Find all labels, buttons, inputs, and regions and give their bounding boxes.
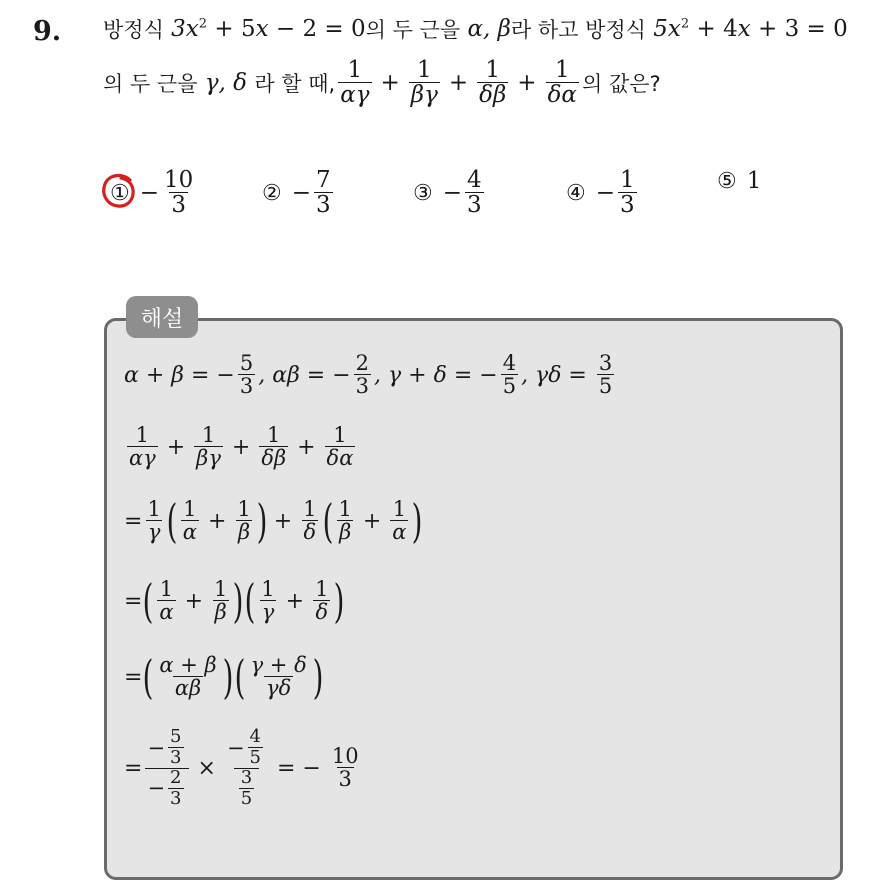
mid-text-3: 라 할 때,: [254, 72, 336, 97]
solution-line-2: $\frac{1}{\alpha\gamma}$ + $\frac{1}{\beta\gamma}$ + $\frac{1}{\delta\beta}$ + $\frac{1}{\delta\alpha}$: [129, 423, 354, 471]
mid-text-2: 라 하고 방정식: [510, 18, 646, 42]
solution-line-5: = ( $\frac{\alpha + \beta}{\alpha\beta}$ ) ( $\frac{\gamma + \delta}{\gamma\delta}$ ): [124, 650, 324, 705]
choice-3[interactable]: ③ − $\frac{4}{3}$: [413, 167, 482, 219]
choice-4[interactable]: ④ − $\frac{1}{3}$: [566, 167, 635, 219]
question-number: 9.: [33, 16, 62, 47]
prefix-text: 방정식: [103, 18, 164, 42]
roots-1: α, β: [467, 16, 511, 42]
term-1: $\frac{1}{\alpha\gamma}$: [340, 57, 370, 109]
choice-1[interactable]: ① − $\frac{10}{3}$: [110, 167, 194, 219]
solution-tag: 해설: [126, 296, 198, 338]
solution-line-1: α + β = − $\frac{5}{3}$ , αβ = − $\frac{2}{3}$ , γ + δ = − $\frac{4}{5}$ , γδ = $\frac{3}{5}$: [124, 351, 613, 399]
question-line-2: 의 두 근을 γ, δ 라 할 때, $\frac{1}{\alpha\gamma}$ + $\frac{1}{\beta\gamma}$ + $\frac{1}{\delta\beta}$ + $\frac{1}{\delta\alpha}$ 의 값은?: [103, 57, 661, 109]
solution-line-4: = ( $\frac{1}{\alpha}$ + $\frac{1}{\beta}$ ) ( $\frac{1}{\gamma}$ + $\frac{1}{\delta}$ ): [124, 574, 345, 629]
solution-line-6: = − $\frac{5}{3}$ − $\frac{2}{3}$ × − $\frac{4}{5}$ $\frac{3}{5}$ = − $\frac{10}{3}$: [124, 726, 359, 809]
choice-2[interactable]: ② − $\frac{7}{3}$: [262, 167, 331, 219]
solution-line-3: = $\frac{1}{\gamma}$ ( $\frac{1}{\alpha}$ + $\frac{1}{\beta}$ ) + $\frac{1}{\delta}$ ( $\frac{1}{\beta}$ + $\frac{1}{\alpha}$ ): [124, 494, 423, 549]
term-2: $\frac{1}{\beta\gamma}$: [410, 57, 438, 109]
term-3: $\frac{1}{\delta\beta}$: [479, 57, 507, 109]
suffix-text: 의 값은?: [581, 72, 661, 97]
roots-2: γ, δ: [204, 70, 248, 97]
equation-1: $3x^2 + 5x - 2 = 0$: [171, 16, 366, 42]
choice-5[interactable]: ⑤ 1: [717, 168, 762, 194]
equation-2: $5x^2 + 4x + 3 = 0$: [653, 16, 848, 42]
term-4: $\frac{1}{\delta\alpha}$: [547, 57, 577, 109]
prefix-text-2: 의 두 근을: [103, 72, 198, 97]
mid-text: 의 두 근을: [365, 18, 461, 42]
question-line-1: [103, 14, 848, 44]
